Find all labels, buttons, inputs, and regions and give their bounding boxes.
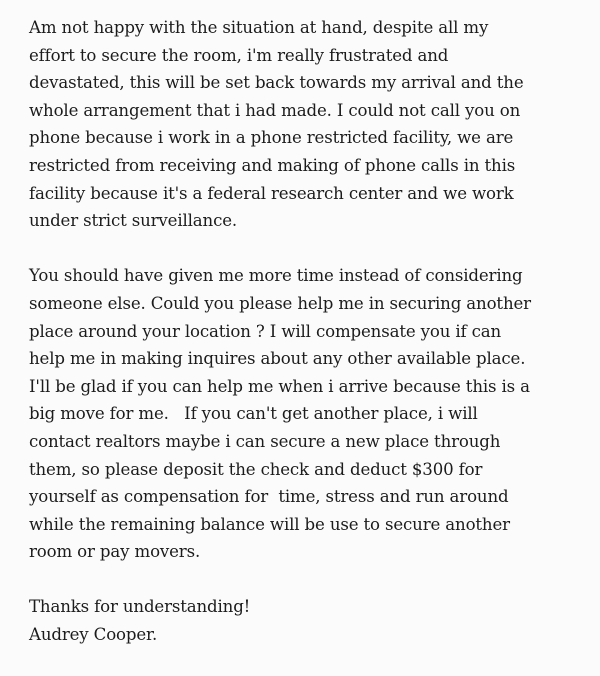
letter-closing (29, 593, 531, 648)
text-line: You should have given me more time instead of considering (29, 266, 523, 286)
letter-paragraph (29, 262, 531, 566)
text-line: place around your location ? I will compensate you if can (29, 321, 502, 341)
letter-body (29, 14, 531, 676)
text-line: big move for me. If you can't get another place, i will (29, 404, 478, 424)
text-line: facility because it's a federal research center and we work (29, 183, 514, 203)
text-line: Thanks for understanding! (29, 597, 251, 617)
text-line: restricted from receiving and making of phone calls in this (29, 155, 516, 175)
text-line: Am not happy with the situation at hand, despite all my (29, 18, 489, 37)
text-line: phone because i work in a phone restricted facility, we are (29, 128, 514, 148)
text-line: yourself as compensation for time, stress and run around (29, 487, 509, 507)
text-line: help me in making inquires about any other available place. (29, 349, 526, 369)
text-line: I'll be glad if you can help me when i arrive because this is a (29, 376, 530, 396)
text-line: effort to secure the room, i'm really frustrated and (29, 45, 449, 65)
text-line: whole arrangement that i had made. I could not call you on (29, 100, 521, 120)
text-line: devastated, this will be set back towards my arrival and the (29, 73, 524, 93)
letter-paragraph (29, 14, 531, 235)
signature-name: Audrey Cooper. (29, 625, 158, 645)
text-line: under strict surveillance. (29, 211, 238, 231)
text-line: contact realtors maybe i can secure a new place through (29, 431, 501, 451)
text-line: while the remaining balance will be use to secure another (29, 514, 510, 534)
text-line: them, so please deposit the check and deduct $300 for (29, 459, 483, 479)
text-line: someone else. Could you please help me in securing another (29, 293, 531, 313)
text-line: room or pay movers. (29, 542, 201, 562)
